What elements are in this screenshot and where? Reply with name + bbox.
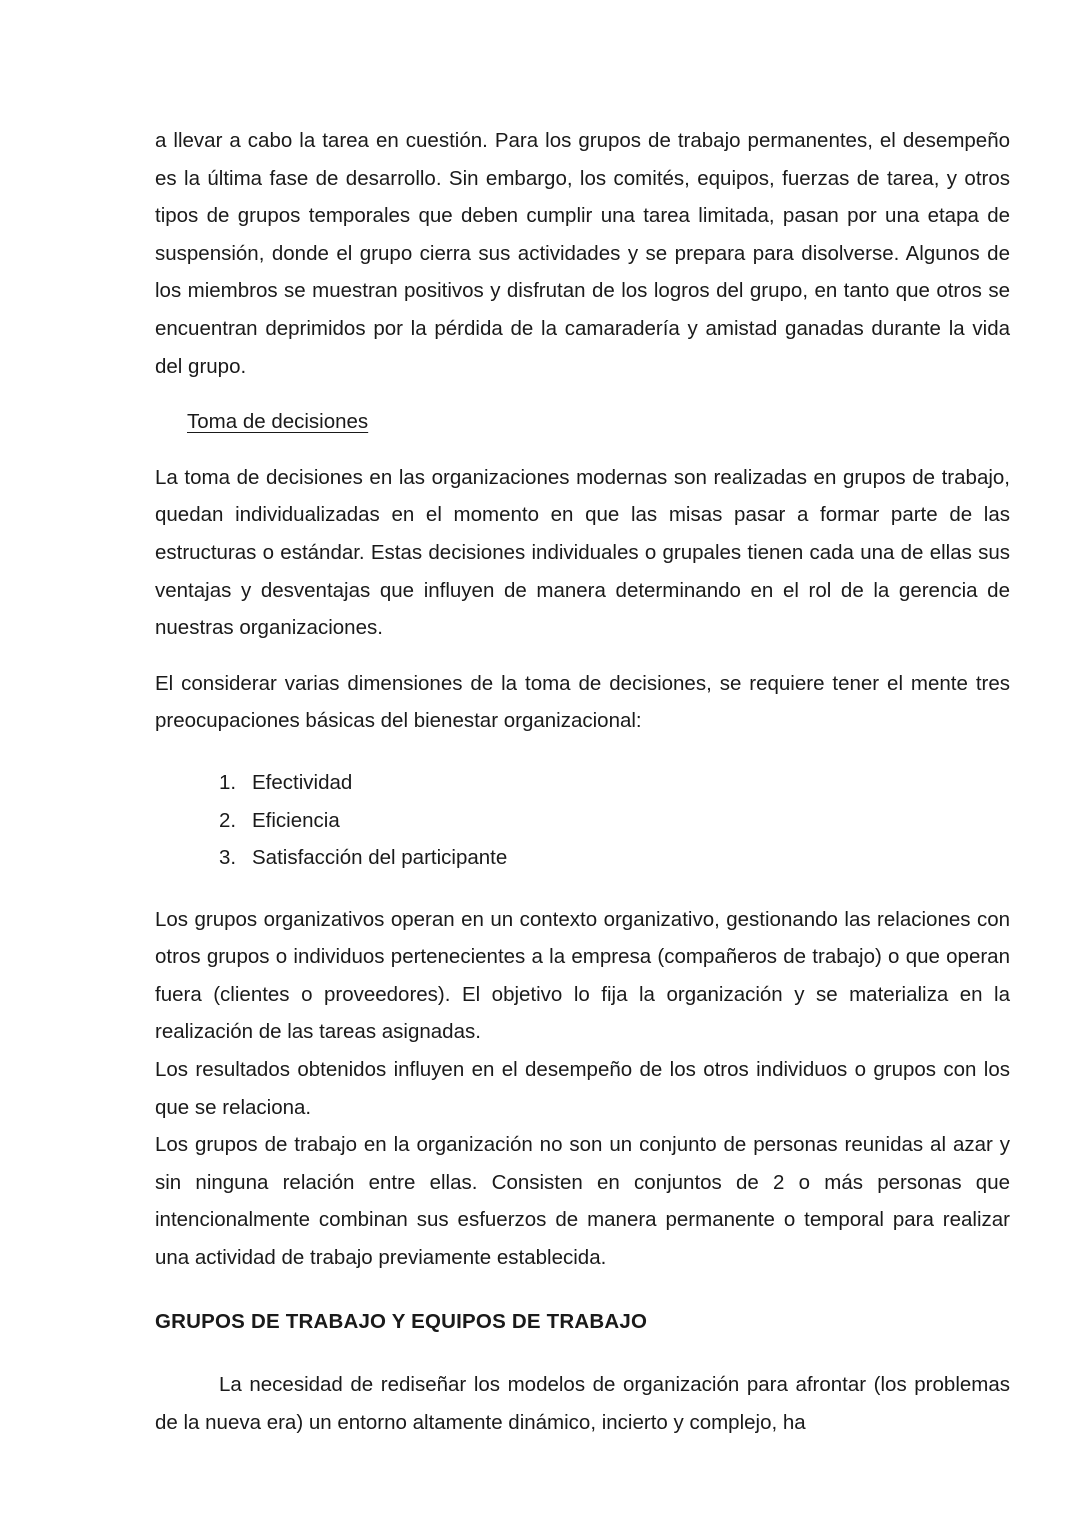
- list-item-text: Eficiencia: [252, 808, 340, 832]
- document-body: [155, 122, 1010, 1441]
- paragraph-group-suspension-stage: a llevar a cabo la tarea en cuestión. Para los grupos de trabajo permanentes, el desempeño es la última fase de desarrollo. Sin embargo, los comités, equipos, fuerzas de tarea, y otros tipos de grupos temporales que deben cumplir una tarea limitada, pasan por una etapa de suspensión, donde el grupo cierra sus actividades y se prepara para disolverse. Algunos de los miembros se muestran positivos y disfrutan de los logros del grupo, en tanto que otros se encuentran deprimidos por la pérdida de la camaradería y amistad ganadas durante la vida del grupo.: [155, 129, 1010, 378]
- paragraph-decision-making-groups: La toma de decisiones en las organizaciones modernas son realizadas en grupos de trabajo, quedan individualizadas en el momento en que las misas pasar a formar parte de las estructuras o estándar. Estas decisiones individuales o grupales tienen cada una de ellas sus ventajas y desventajas que influyen de manera determinando en el rol de la gerencia de nuestras organizaciones.: [155, 465, 1010, 640]
- list-item-number: 2.: [219, 808, 237, 832]
- section-title-work-groups-teams: GRUPOS DE TRABAJO Y EQUIPOS DE TRABAJO: [155, 1309, 648, 1333]
- list-item: [155, 764, 1010, 802]
- list-item-number: 1.: [219, 770, 237, 794]
- list-item: [155, 839, 1010, 877]
- paragraph-redesign-need: La necesidad de rediseñar los modelos de organización para afrontar (los problemas de la nueva era) un entorno altamente dinámico, incierto y complejo, ha: [155, 1373, 1010, 1434]
- paragraph-organizational-concerns: El considerar varias dimensiones de la toma de decisiones, se requiere tener el mente tres preocupaciones básicas del bienestar organizacional:: [155, 671, 1010, 733]
- paragraph-organizational-context: Los grupos organizativos operan en un contexto organizativo, gestionando las relaciones con otros grupos o individuos pertenecientes a la empresa (compañeros de trabajo) o que operan fuera (clientes o proveedores). El objetivo lo fija la organización y se materializa en la realización de las tareas asignadas.: [155, 907, 1010, 1044]
- list-item-text: Satisfacción del participante: [252, 846, 508, 870]
- paragraph-results: Los resultados obtenidos influyen en el desempeño de los otros individuos o grupos con los que se relaciona.: [155, 1058, 1010, 1119]
- subheading-decision-making: Toma de decisiones: [187, 410, 369, 434]
- list-item-text: Efectividad: [252, 770, 353, 794]
- paragraph-work-groups-definition: Los grupos de trabajo en la organización no son un conjunto de personas reunidas al azar y sin ninguna relación entre ellas. Consisten en conjuntos de 2 o más personas que intencionalmente combinan sus esfuerzos de manera permanente o temporal para realizar una actividad de trabajo previamente establecida.: [155, 1133, 1010, 1270]
- list-item: [155, 802, 1010, 840]
- list-item-number: 3.: [219, 846, 237, 870]
- concerns-list: [155, 764, 1010, 877]
